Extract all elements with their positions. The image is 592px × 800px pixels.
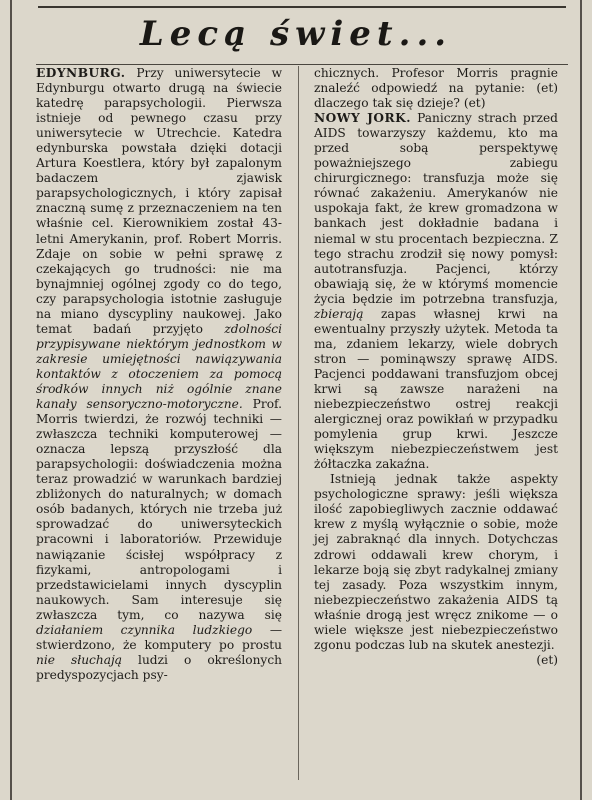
text-run: Paniczny strach przed AIDS towarzyszy każdemu, kto ma przed sobą perspektywę poważniejszego zabiegu chirurgicznego: transfuzja może się równać zakażeniu. Amerykanów nie uspokaja fakt, że krew gromadzona w bankach jest dokładnie badana i niemal w stu procentach bezpieczna. Z tego strachu zrodził się nowy pomysł: autotransfuzja. Pacjenci, którzy obawiają się, że w którymś momencie życia będzie im potrzebna transfuzja, [314, 111, 558, 306]
paragraph: Istnieją jednak także aspekty psychologiczne sprawy: jeśli większa ilość zapobiegliwych zacznie oddawać krew z myślą wyłącznie o sobie, może jej zabraknąć dla innych. Dotychczas zdrowi oddawali krew chorym, i lekarze boją się zbyt radykalnej zmiany tej zasady. Poza wszystkim innym, niebezpieczeństwo zakażenia AIDS tą właśnie drogą jest wręcz znikome — o wiele większe jest niebezpieczeństwo zgonu podczas lub na skutek anestezji. [314, 472, 558, 652]
dateline: EDYNBURG. [36, 66, 126, 80]
article-edinburgh [36, 66, 282, 683]
paragraph: chicznych. Profesor Morris pragnie znaleźć odpowiedź na pytanie: (et) dlaczego tak się dzieje? (et) [314, 66, 558, 111]
text-run: Prof. Morris twierdzi, że rozwój techniki — zwłaszcza techniki komputerowej — oznacza lepszą przyszłość dla parapsychologii: doświadczenia można teraz prowadzić w warunkach bardziej zbliżonych do naturalnych; w domach osób badanych, których nie trzeba już sprowadzać do uniwersyteckich pracowni i laboratoriów. Przewiduje nawiązanie ścisłej współpracy z fizykami, antropologami i przedstawicielami innych dyscyplin naukowych. Sam interesuje się zwłaszcza tym, co nazywa się [36, 397, 282, 622]
italic-run: nie słuchają [36, 652, 123, 667]
title-underline [36, 64, 568, 65]
column-divider [298, 66, 299, 780]
paragraph [314, 111, 558, 472]
text-run: zapas własnej krwi na ewentualny przyszły użytek. Metoda ta ma, zdaniem lekarzy, wiele dobrych stron — pominąwszy sprawę AIDS. Pacjenci poddawani transfuzjom obcej krwi są zawsze narażeni na niebezpieczeństwo ostrej reakcji alergicznej oraz powikłań w przypadku pomylenia grup krwi. Jeszcze większym niebezpieczeństwem jest żółtaczka zakaźna. [314, 306, 558, 472]
italic-run: zdolności przypisywane niektórym jednostkom w zakresie umiejętności nawiązywania kontaktów z otoczeniem za pomocą środków innych niż ogólnie znane kanały sensoryczno-motoryczne. [36, 321, 282, 412]
italic-run: działaniem czynnika ludzkiego [36, 622, 253, 637]
left-border-rule [10, 0, 12, 800]
dateline: NOWY JORK. [314, 111, 411, 126]
italic-run: zbierają [314, 306, 364, 321]
top-rule [38, 6, 566, 8]
column-title: Lecą świet... [139, 14, 453, 54]
paragraph [36, 66, 282, 683]
right-border-rule [580, 0, 582, 800]
text-run: — stwierdzono, że komputery po prostu [36, 622, 283, 652]
text-run: ludzi o określonych predyspozycjach psy- [36, 652, 282, 682]
article-new-york [314, 66, 558, 668]
text-run: Przy uniwersytecie w Edynburgu otwarto drugą na świecie katedrę parapsychologii. Pierwsza istnieje od pewnego czasu przy uniwersytecie w Utrechcie. Katedra edynburska powstała dzięki dotacji Artura Koestlera, który był zapalonym badaczem zjawisk parapsychologicznych, i który zapisał znaczną sumę z przeznaczeniem na ten właśnie cel. Kierownikiem został 43-letni Amerykanin, prof. Robert Morris. Zdaje on sobie w pełni sprawę z czekających go trudności: nie ma bynajmniej ogólnej zgody co do tego, czy parapsychologia istotnie zasługuje na miano dyscypliny naukowej. Jako temat badań przyjęto [36, 66, 282, 336]
signature: (et) [536, 652, 558, 667]
